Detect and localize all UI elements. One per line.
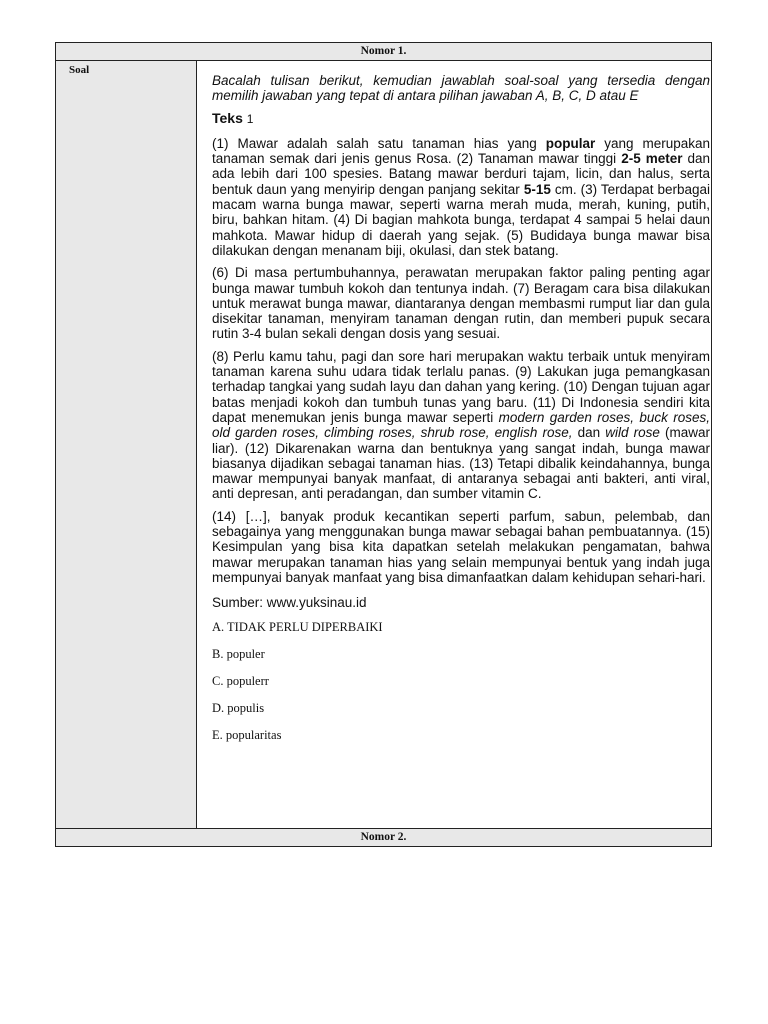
paragraph-1 [212, 136, 710, 258]
paragraph-2: (6) Di masa pertumbuhannya, perawatan merupakan faktor paling penting agar bunga mawar tumbuh kokoh dan tentunya indah. (7) Beragam cara bisa dilakukan untuk merawat bunga mawar, diantaranya dengan membasmi rumput liar dan gula disekitar tanaman, menyiram tanaman dengan rutin, dan memberi pupuk secara rutin 3-4 bulan sekali dengan dosis yang sesuai. [212, 265, 710, 342]
paragraph-1-bold: 5-15 [523, 181, 551, 197]
text-title [212, 111, 710, 127]
answer-option-b[interactable]: B. populer [212, 646, 265, 661]
paragraph-1-part: yang merupakan tanaman semak dari jenis genus Rosa. (2) Tanaman mawar tinggi [212, 135, 710, 167]
paragraph-3 [212, 349, 710, 502]
question-table [55, 42, 712, 847]
paragraph-3-part: dan [572, 425, 606, 441]
soal-label: Soal [56, 61, 197, 828]
paragraph-4: (14) […], banyak produk kecantikan seperti parfum, sabun, pelembab, dan sebagainya yang menggunakan bunga mawar sebagai bahan pembuatannya. (15) Kesimpulan yang bisa kita dapatkan setelah melakukan pengamatan, bahwa mawar merupakan tanaman hias yang selain mempunyai bentuk yang indah juga mempunyai banyak manfaat yang bisa dimanfaatkan dalam kehidupan sehari-hari. [212, 508, 710, 585]
paragraph-1-part: cm. (3) Terdapat berbagai macam warna bunga mawar, seperti warna merah muda, merah, kuning, putih, biru, bahkan hitam. (4) Di bagian mahkota bunga, terdapat 4 sampai 5 helai daun mahkota. Mawar hidup di daerah yang sejak. (5) Budidaya bunga mawar bisa dilakukan dengan menanam biji, okulasi, dan stek batang. [212, 181, 711, 258]
answer-option-d[interactable]: D. populis [212, 700, 265, 715]
answer-option-e[interactable]: E. popularitas [212, 727, 282, 742]
text-title-number: 1 [246, 111, 254, 126]
paragraph-3-part: (8) Perlu kamu tahu, pagi dan sore hari merupakan waktu terbaik untuk menyiram tanaman karena suhu udara tidak terlalu panas. (9) Lakukan juga pemangkasan terhadap tangkai yang sudah layu dan dahan yang kering. (10) Dengan tujuan agar batas menjadi kokoh dan tumbuh tunas yang baru. (11) Di Indonesia sendiri kita dapat menemukan jenis bunga mawar seperti [212, 348, 710, 425]
paragraph-3-italic: wild rose [605, 425, 660, 441]
question-number-header: Nomor 1. [56, 43, 711, 61]
paragraph-1-part: (1) Mawar adalah salah satu tanaman hias yang [212, 135, 546, 151]
next-question-header: Nomor 2. [56, 828, 711, 846]
answer-option-a[interactable]: A. TIDAK PERLU DIPERBAIKI [212, 619, 383, 634]
paragraph-3-part: (mawar liar). (12) Dikarenakan warna dan bentuknya yang sangat indah, bunga mawar biasanya dijadikan sebagai tanaman hias. (13) Tetapi dibalik keindahannya, bunga mawar mempunyai banyak manfaat, di antaranya sebagai anti bakteri, anti viral, anti depresan, anti peradangan, dan sumber vitamin C. [212, 425, 710, 502]
paragraph-1-part: dan ada lebih dari 100 spesies. Batang mawar berduri tajam, licin, dan halus, serta bentuk daun yang menyirip dengan panjang sekitar [212, 151, 710, 197]
question-content [197, 61, 711, 828]
instruction-text: Bacalah tulisan berikut, kemudian jawablah soal-soal yang tersedia dengan memilih jawaban yang tepat di antara pilihan jawaban A, B, C, D atau E [212, 73, 710, 104]
paragraph-1-bold: 2-5 meter [621, 151, 683, 167]
paragraph-1-bold: popular [545, 135, 596, 151]
answer-option-c[interactable]: C. populerr [212, 673, 269, 688]
paragraph-3-italic: modern garden roses, buck roses, old garden roses, climbing roses, shrub rose, english rose, [212, 409, 710, 441]
source-line: Sumber: www.yuksinau.id [212, 595, 367, 611]
text-title-label: Teks [212, 109, 243, 126]
question-row [56, 61, 711, 828]
